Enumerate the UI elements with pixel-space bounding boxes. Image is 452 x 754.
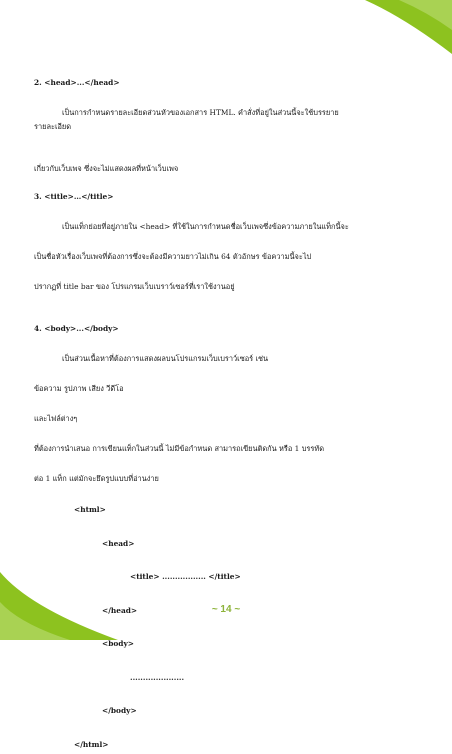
code-head-open: <head>	[34, 534, 429, 554]
code-body-content: .....................	[34, 668, 429, 688]
section-head-text-1: เป็นการกำหนดรายละเอียดส่วนหัวของเอกสาร HTML. คำสั่งที่อยู่ในส่วนนี้จะใช้บรรยาย	[34, 106, 429, 120]
code-body-open: <body>	[34, 634, 429, 654]
document-body	[34, 76, 429, 754]
section-body-text-5: ต่อ 1 แท็ก แต่มักจะยึดรูปแบบที่อ่านง่าย	[34, 472, 429, 486]
section-title-text-1: เป็นแท็กย่อยที่อยู่ภายใน <head> ที่ใช้ในการกำหนดชื่อเว็บเพจซึ่งข้อความภายในแท็กนี้จะ	[34, 220, 429, 234]
section-body-heading: 4. <body>...</body>	[34, 322, 429, 336]
code-html-open: <html>	[34, 500, 429, 520]
code-html-close: </html>	[34, 735, 429, 754]
code-body-close: </body>	[34, 701, 429, 721]
code-head-close: </head>	[34, 601, 429, 621]
section-body-text-1: เป็นส่วนเนื้อหาที่ต้องการแสดงผลบนโปรแกรมเว็บเบราว์เซอร์ เช่น	[34, 352, 429, 366]
section-body-text-2: ข้อความ รูปภาพ เสียง วีดีโอ	[34, 382, 429, 396]
code-example	[34, 500, 429, 754]
section-head-text-3: เกี่ยวกับเว็บเพจ ซึ่งจะไม่แสดงผลที่หน้าเว็บเพจ	[34, 162, 429, 176]
section-head-text-2: รายละเอียด	[34, 120, 429, 134]
section-body-text-4: ที่ต้องการนำเสนอ การเขียนแท็กในส่วนนี้ ไม่มีข้อกำหนด สามารถเขียนติดกัน หรือ 1 บรรทัด	[34, 442, 429, 456]
section-body-text-3: และไฟล์ต่างๆ	[34, 412, 429, 426]
code-title-line: <title> ................. </title>	[34, 567, 429, 587]
section-head-heading: 2. <head>...</head>	[34, 76, 429, 90]
page-number: ~ 14 ~	[0, 604, 452, 615]
section-title-heading: 3. <title>…</title>	[34, 190, 429, 204]
section-title-text-2: เป็นชื่อหัวเรื่องเว็บเพจที่ต้องการซึ่งจะต้องมีความยาวไม่เกิน 64 ตัวอักษร ข้อความนี้จะไป	[34, 250, 429, 264]
section-title-text-3: ปรากฏที่ title bar ของ โปรแกรมเว็บเบราว์เซอร์ที่เราใช้งานอยู่	[34, 280, 429, 294]
top-right-green-swoosh	[347, 0, 452, 58]
